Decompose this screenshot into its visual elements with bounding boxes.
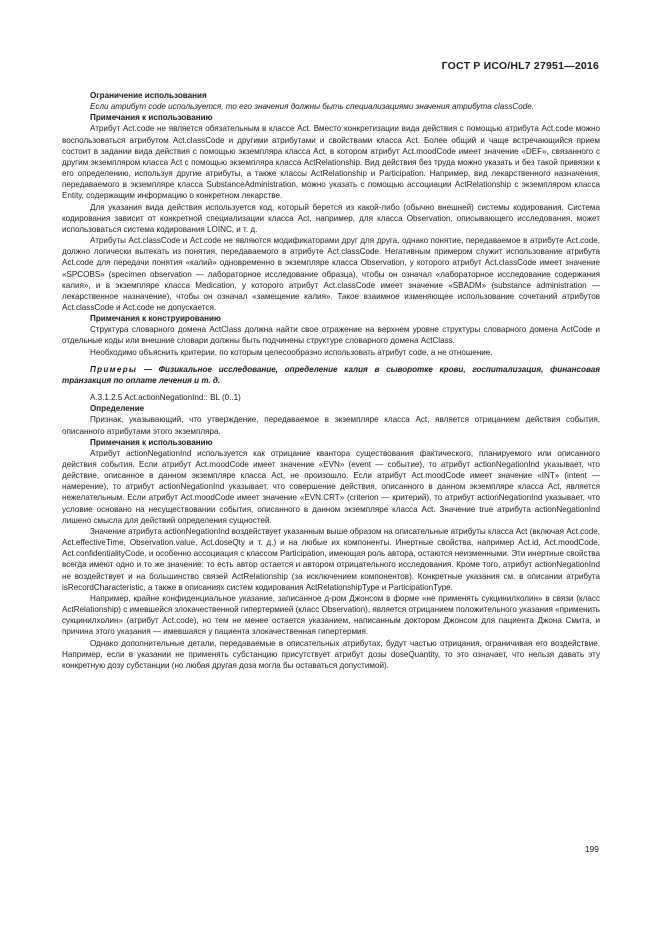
usage-notes-paragraph: Атрибуты Act.classCode и Act.code не являются модификаторами друг для друга, однако понятие, передаваемое в атрибуте Act.code, должно логически вытекать из понятия, передаваемого в атрибуте Act.classCode. Негативным примером служит использование атрибута Act.code для передачи понятия «калий» одновременно в экземпляре класса Observation, у которого атрибут Act.classCode имеет значение «SPCOBS» (specimen observation — лабораторное исследование образца), чтобы он означал «лабораторное исследование содержания калия», и в экземпляре класса Medication, у которого атрибут Act.classCode имеет значение «SBADM» (substance administration — лекарственное назначение), чтобы он означал «замещение калия». Такое взаимное изменяющее использование сочетаний атрибутов Act.classCode и Act.code не допускается. — [62, 236, 600, 312]
restriction-heading: Ограничение использования — [90, 91, 207, 100]
construction-notes-paragraph: Структура словарного домена ActClass должна найти свое отражение на верхнем уровне структуры словарного домена ActCode и отдельные коды или внешние словари должны быть подчинены структуре словарного домена ActClass. — [62, 325, 600, 346]
examples-note — [62, 364, 600, 386]
usage-notes-paragraph: Значение атрибута actionNegationInd воздействует указанным выше образом на описательные атрибуты класса Act (включая Act.code, Act.effectiveTime, Observation.value, Act.doseQty и т. д.) и на любые их компоненты. Инертные свойства, например Act.id, Act.moodCode, Act.confidentialityCode, и особенно ассоциация с классом Participation, имеющая роль автора, остаются неизменными. Эти инертные свойства всегда имеют одно и то же значение: то есть автор остается и автором отрицательного исследования. Кроме того, атрибут actionNegationInd не воздействует и на большинство связей ActRelationship (за исключением компонентов). Конкретные указания см. в описании атрибута isRecordCharacteristic, а также в описаниях систем кодирования ActRelationshipType и ParticipationType. — [62, 526, 600, 592]
usage-notes-paragraph: Атрибут actionNegationInd используется как отрицание квантора существования фактического, планируемого или описанного действия события. Если атрибут Act.moodCode имеет значение «EVN» (event — событие), то атрибут actionNegationInd указывает, что действие, описанное в данном экземпляре класса Act, не произошло. Если атрибут Act.moodCode имеет значение «INT» (intent — намерение), то атрибут actionNegationInd указывает, что совершение действия, описанного в данном экземпляре класса Act, является нежелательным. Если атрибут Act.moodCode имеет значение «EVN.CRT» (criterion — критерий), то атрибут actionNegationInd указывает, что условие основано на несуществовании события, описанного в данном экземпляре класса Act. Значение true атрибута actionNegationInd лишено смысла для действий определения сущностей. — [62, 448, 601, 525]
usage-notes-paragraph: Для указания вида действия используется код, который берется из какой-либо (обычно внешней) системы кодирования. Система кодирования зависит от конкретной специализации класса Act, например, для класса Observation, описывающего исследования, может использоваться система кодирования LOINC, и т. д. — [62, 202, 600, 234]
usage-notes-paragraph: Атрибут Act.code не является обязательным в классе Act. Вместо конкретизации вида действия с помощью атрибута Act.code можно воспользоваться атрибутом Act.classCode и другими атрибутами и свойствами класса Act. Более общий и чаще встречающийся прием состоит в задании вида действия с помощью экземпляра класса Act, в котором атрибут Act.moodCode имеет значение «DEF», связанного с другим экземпляром класса Act с помощью экземпляра класса ActRelationship. Вид действия без труда можно указать и без такой привязки к его определению, используя другие атрибуты, а также классы ActRelationship и Participation. Например, вид лекарственного назначения, передаваемого в экземпляре класса SubstanceAdministration, можно указать с помощью ассоциации ActRelationship с экземпляром класса Entity, содержащим информацию о конкретном лекарстве. — [62, 124, 600, 201]
page-number: 199 — [584, 844, 599, 854]
construction-notes-heading: Примечания к конструированию — [90, 314, 221, 324]
usage-notes-paragraph: Однако дополнительные детали, передаваемые в описательных атрибутах, будут частью отрицания, ограничивая его воздействие. Например, если в указании не применять субстанцию присутствует атрибут дозы doseQuantity, то это означает, что нельзя давать эту конкретную дозу субстанции (но любая другая доза могла бы оставаться допустимой). — [62, 638, 600, 670]
document-header: ГОСТ Р ИСО/HL7 27951—2016 — [441, 60, 599, 72]
usage-notes-paragraph: Например, крайне конфиденциальное указание, записанное д-ром Джонсом в форме «не применять сукцинилхолин» в связи (класс ActRelationship) с имевшейся злокачественной гипертермией (класс Observation), является отрицанием положительного указания «применить сукцинилхолин» (атрибут Act.code), но тем не менее остается указанием, написанным доктором Джонсом для пациента Джона Смита, и причина этого указания — имевшаяся у пациента злокачественная гипертермия. — [62, 593, 600, 637]
construction-notes-paragraph: Необходимо объяснить критерии, по которым целесообразно использовать атрибут code, а не отношение. — [90, 347, 493, 357]
examples-text: — Физикальное исследование, определение калия в сыворотке крови, госпитализация, финансовая транзакция по оплате лечения и т. д. — [62, 364, 600, 385]
restriction-text: Если атрибут code используется, то его значения должны быть специализациями значения атрибута classCode. — [90, 102, 534, 112]
examples-label: Примеры — [90, 364, 138, 374]
definition-heading: Определение — [90, 404, 145, 414]
attribute-title: A.3.1.2.5 Act.actionNegationInd:: BL (0..1) — [90, 393, 241, 403]
page-content — [62, 90, 600, 671]
definition-text: Признак, указывающий, что утверждение, передаваемое в экземпляре класса Act, является отрицанием действия события, описанного атрибутами этого экземпляра. — [62, 415, 600, 436]
usage-notes-heading: Примечания к использованию — [90, 437, 213, 447]
usage-notes-heading: Примечания к использованию — [90, 113, 213, 123]
